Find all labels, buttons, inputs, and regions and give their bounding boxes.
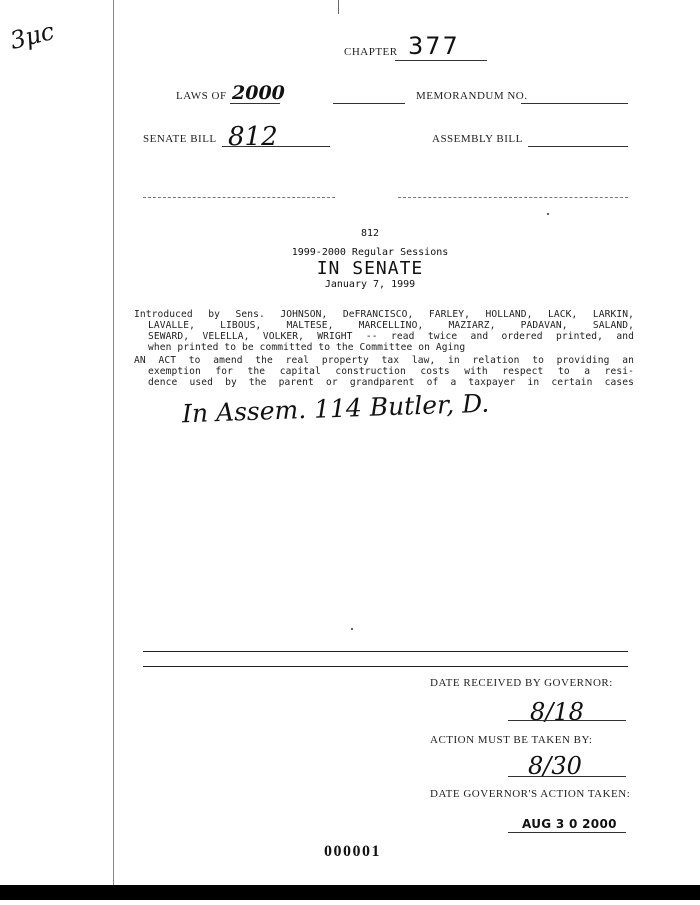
dashed-line-left: [143, 197, 335, 198]
action-taken-label: DATE GOVERNOR'S ACTION TAKEN:: [430, 788, 631, 800]
act-paragraph: [134, 355, 634, 388]
introduced-line: Introduced by Sens. JOHNSON, DeFRANCISCO, FARLEY, HOLLAND, LACK, LARKIN,: [134, 309, 634, 320]
left-margin-rule: [113, 0, 114, 885]
memorandum-label: MEMORANDUM NO.: [416, 90, 528, 102]
introduced-line: LAVALLE, LIBOUS, MALTESE, MARCELLINO, MAZIARZ, PADAVAN, SALAND,: [148, 320, 634, 331]
action-taken-stamp: AUG 3 0 2000: [522, 817, 617, 831]
page-number: 000001: [324, 843, 381, 860]
laws-of-year: 2000: [232, 82, 285, 104]
introduced-paragraph: [134, 309, 634, 353]
speck: [547, 213, 549, 215]
laws-of-line: [230, 103, 280, 104]
act-line: exemption for the capital construction costs with respect to a resi-: [148, 366, 634, 377]
senate-bill-number: 812: [228, 122, 278, 152]
memorandum-line: [521, 103, 628, 104]
bill-chamber: IN SENATE: [316, 258, 424, 279]
introduced-line: when printed to be committed to the Committee on Aging: [148, 342, 466, 353]
scan-bottom-bar: [0, 885, 700, 900]
chapter-line: [395, 60, 487, 61]
action-must-value: 8/30: [528, 752, 582, 780]
act-line: AN ACT to amend the real property tax law, in relation to providing an: [134, 355, 634, 366]
handwritten-assembly-note: In Assem. 114 Butler, D.: [181, 388, 490, 429]
bill-sessions: 1999-2000 Regular Sessions: [291, 247, 449, 258]
laws-of-label: LAWS OF: [176, 90, 227, 102]
action-must-label: ACTION MUST BE TAKEN BY:: [430, 734, 593, 746]
introduced-line: SEWARD, VELELLA, VOLKER, WRIGHT -- read twice and ordered printed, and: [148, 331, 634, 342]
bill-date: January 7, 1999: [324, 279, 416, 290]
chapter-label: CHAPTER: [344, 46, 398, 58]
top-tick: [338, 0, 339, 14]
assembly-bill-label: ASSEMBLY BILL: [432, 133, 523, 145]
assembly-bill-line: [528, 146, 628, 147]
memo-left-line: [333, 103, 405, 104]
speck: [351, 628, 353, 630]
date-received-label: DATE RECEIVED BY GOVERNOR:: [430, 677, 613, 689]
senate-bill-label: SENATE BILL: [143, 133, 217, 145]
action-taken-line: [508, 832, 626, 833]
chapter-number: 377: [408, 32, 460, 60]
date-received-line: [508, 720, 626, 721]
date-received-value: 8/18: [530, 698, 584, 726]
bill-number: 812: [360, 228, 380, 239]
dashed-line-right: [398, 197, 628, 198]
margin-note: 3μc: [7, 17, 58, 55]
rule-upper: [143, 651, 628, 652]
action-must-line: [508, 776, 626, 777]
rule-lower: [143, 666, 628, 667]
senate-bill-line: [222, 146, 330, 147]
act-line: dence used by the parent or grandparent of a taxpayer in certain cases: [148, 377, 634, 388]
